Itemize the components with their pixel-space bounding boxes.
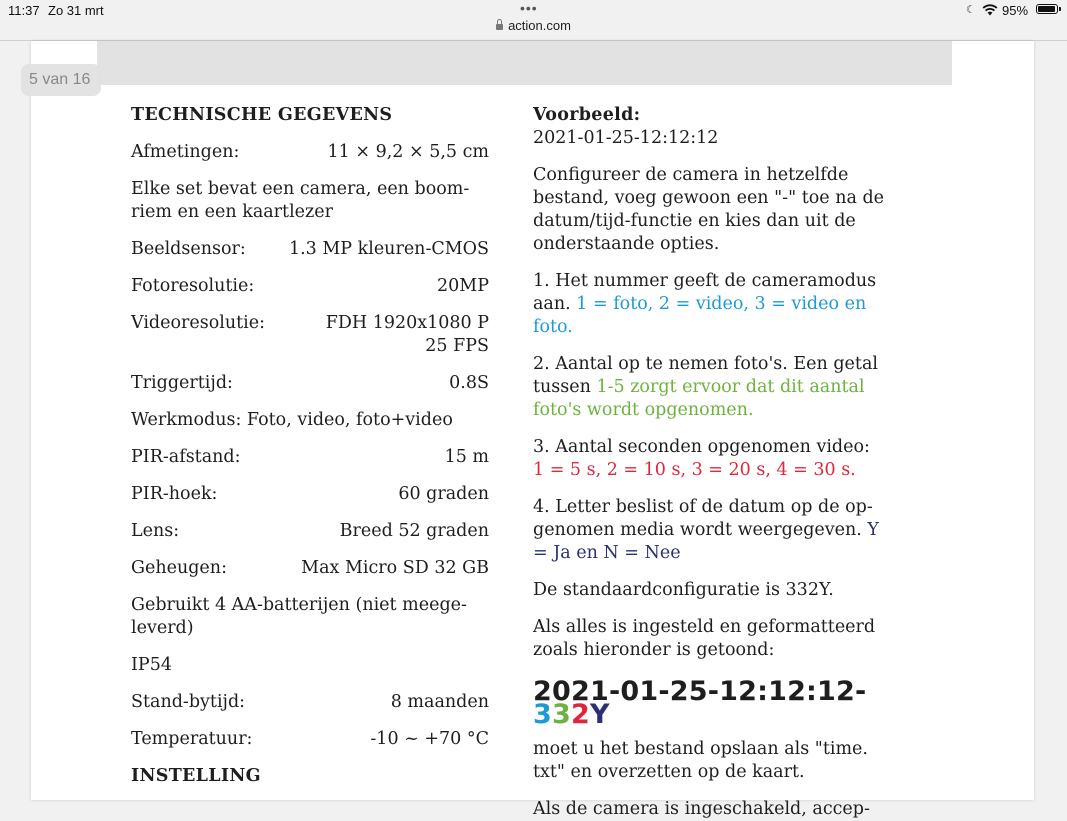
spec-text: riem en een kaartlezer [131,202,333,222]
example-heading: Voorbeeld: [533,105,641,125]
spec-value: Max Micro SD 32 GB [301,558,489,578]
spec-value: Breed 52 graden [339,521,489,541]
config-paragraph [533,164,903,256]
spec-row-stand-bytijd [131,691,489,714]
battery-icon [1036,4,1058,14]
code-digit-video: 2 [571,699,590,730]
spec-value: 11 × 9,2 × 5,5 cm [327,142,489,162]
spec-row-pir-afstand [131,446,489,469]
status-date: Zo 31 mrt [48,3,104,18]
spec-row-triggertijd [131,372,489,395]
text-line: moet u het bestand opslaan als "time. [533,739,868,759]
more-dots-icon[interactable]: ••• [520,0,538,16]
config-code [533,676,903,730]
spec-row-beeldsensor [131,238,489,261]
spec-label: Triggertijd: [131,373,233,393]
text-line: 2. Aantal op te nemen foto's. Een getal [533,354,878,374]
highlight-navy: Y [867,520,879,540]
option-1 [533,270,903,339]
format-paragraph [533,616,903,662]
spec-row-afmetingen [131,141,489,164]
spec-value-line: FDH 1920x1080 P [325,313,489,333]
text-span: tussen [533,377,597,397]
text-line: txt" en overzetten op de kaart. [533,762,805,782]
text-line: 1. Het nummer geeft de cameramodus [533,271,877,291]
highlight-green: foto's wordt opgenomen. [533,400,754,420]
spec-row-pir-hoek [131,483,489,506]
spec-label: Afmetingen: [131,142,240,162]
spec-row-fotoresolutie [131,275,489,298]
technical-specs-column [131,104,489,788]
text-line: Als alles is ingesteld en geformatteerd [533,617,876,637]
status-bar [0,0,1067,20]
spec-row-ip54 [131,654,489,677]
spec-value: 1.3 MP kleuren-CMOS [288,239,489,259]
url-text: action.com [508,18,571,33]
text-line: datum/tijd-functie en kies dan uit de [533,211,856,231]
wifi-icon [982,4,998,16]
option-3 [533,436,903,482]
text-line: Configureer de camera in hetzelfde [533,165,849,185]
spec-text: Elke set bevat een camera, een boom- [131,179,470,199]
spec-text: IP54 [131,655,172,675]
code-digit-mode: 3 [533,699,552,730]
save-paragraph [533,738,903,784]
spec-row-batterijen [131,594,489,640]
text-line: 3. Aantal seconden opgenomen video: [533,437,870,457]
option-2 [533,353,903,422]
text-line: onderstaande opties. [533,234,720,254]
spec-label: Videoresolutie: [131,313,266,333]
status-time: 11:37 [8,3,40,18]
url-bar[interactable] [0,18,1067,40]
option-4 [533,496,903,565]
spec-label: PIR-afstand: [131,447,241,467]
text-line: bestand, voeg gewoon een "-" toe na de [533,188,885,208]
spec-text: Werkmodus: Foto, video, foto+video [131,410,453,430]
spec-label: Fotoresolutie: [131,276,255,296]
code-letter-date: Y [590,699,610,730]
default-config: De standaardconfiguratie is 332Y. [533,580,834,600]
spec-value [326,312,489,358]
spec-value: 60 graden [398,484,489,504]
highlight-blue: foto. [533,317,573,337]
highlight-blue: 1 = foto, 2 = video, 3 = video en [576,294,867,314]
spec-label: Geheugen: [131,558,227,578]
moon-icon: ☾ [966,4,976,16]
spec-label: Stand-bytijd: [131,692,246,712]
spec-value-line: 25 FPS [425,336,489,356]
spec-label: Temperatuur: [131,729,253,749]
code-digit-photos: 3 [552,699,571,730]
spec-text: Gebruikt 4 AA-batterijen (niet meege- [131,595,467,615]
highlight-red: 1 = 5 s, 2 = 10 s, 3 = 20 s, 4 = 30 s. [533,460,856,480]
text-span: aan. [533,294,577,314]
spec-value: 0.8S [449,373,489,393]
spec-row-geheugen [131,557,489,580]
instelling-heading: INSTELLING [131,766,261,786]
code-base: 2021-01-25-12:12:12- [533,676,867,707]
spec-label: PIR-hoek: [131,484,218,504]
text-line [533,376,903,399]
page-indicator: 5 van 16 [21,64,101,96]
cutoff-paragraph: Als de camera is ingeschakeld, accep- [533,799,870,819]
example-value: 2021-01-25-12:12:12 [533,128,719,148]
spec-text: leverd) [131,618,194,638]
spec-value: 15 m [444,447,489,467]
spec-row-werkmodus [131,409,489,432]
spec-row-videoresolutie [131,312,489,358]
battery-percentage: 95% [1002,3,1029,18]
page-header-band [97,41,952,85]
lock-icon [496,24,503,30]
spec-row-temperatuur [131,728,489,751]
text-span: genomen media wordt weergegeven. [533,520,868,540]
highlight-green: 1-5 zorgt ervoor dat dit aantal [596,377,865,397]
spec-value: 8 maanden [390,692,489,712]
spec-label: Lens: [131,521,180,541]
highlight-navy: = Ja en N = Nee [533,543,681,563]
text-line [533,519,903,542]
spec-value: -10 ~ +70 °C [370,729,489,749]
text-line: 4. Letter beslist of de datum op de op- [533,497,873,517]
spec-label: Beeldsensor: [131,239,246,259]
spec-value: 20MP [437,276,489,296]
specs-heading: TECHNISCHE GEGEVENS [131,105,393,125]
text-line [533,293,903,316]
spec-row-lens [131,520,489,543]
example-column [533,104,903,821]
text-line: zoals hieronder is getoond: [533,640,775,660]
spec-row-set [131,178,489,224]
